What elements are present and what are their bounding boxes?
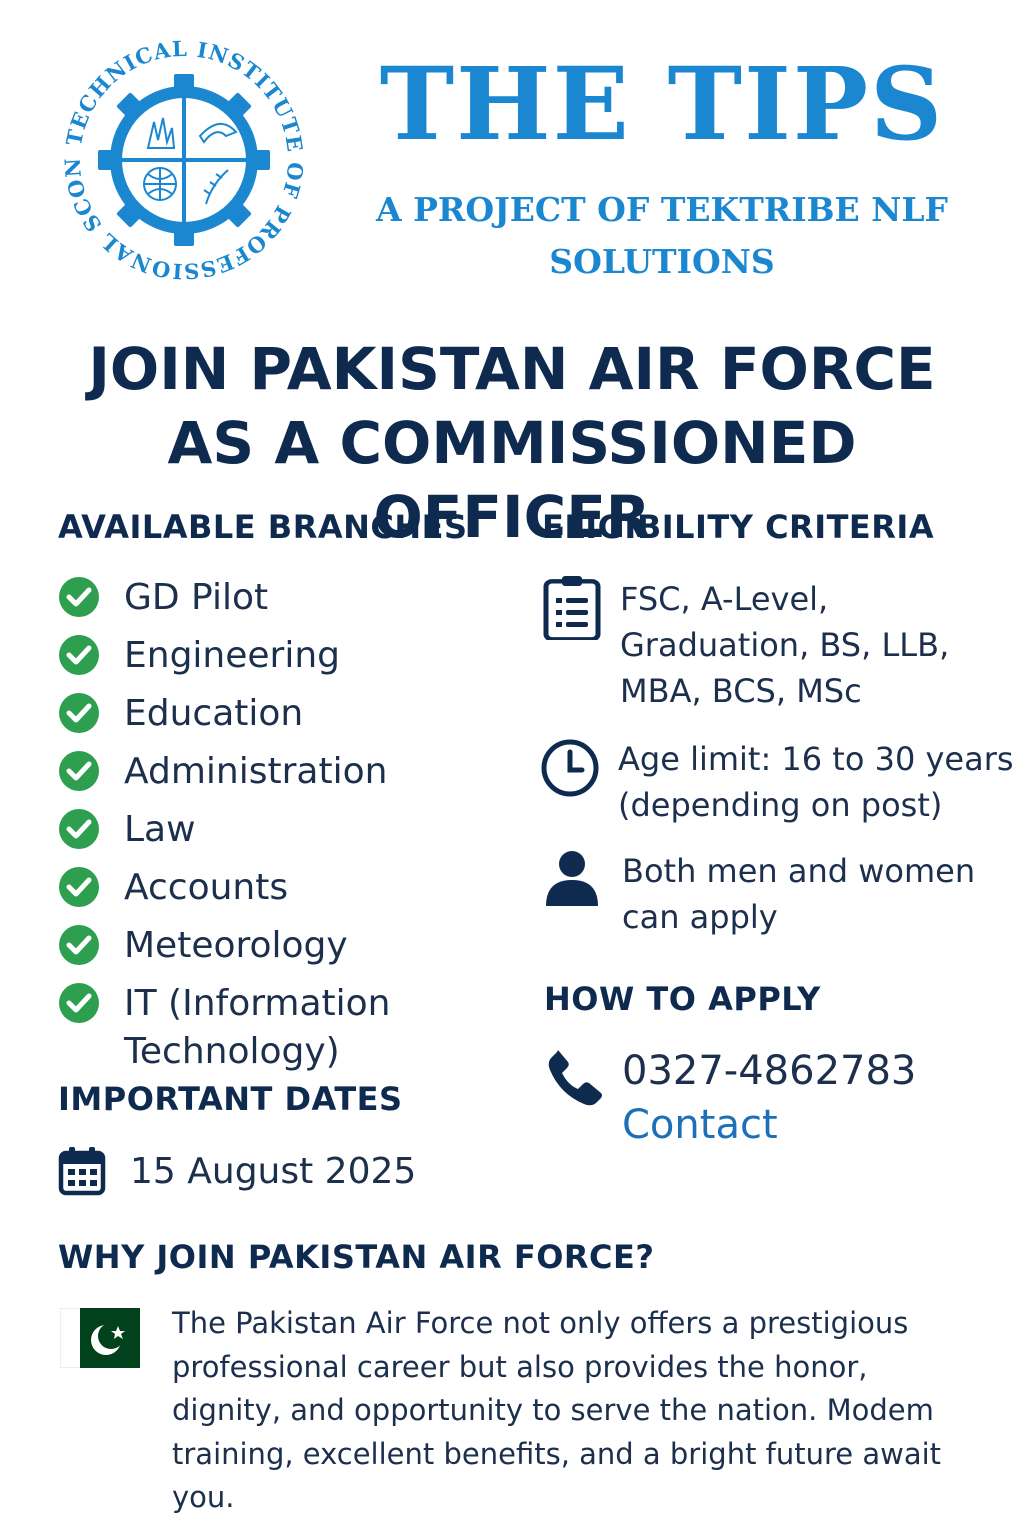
apply-heading: HOW TO APPLY (544, 980, 821, 1018)
branch-label: Meteorology (124, 925, 348, 966)
brand-subtitle-line1: A PROJECT OF TEKTRIBE NLF (376, 190, 948, 229)
page-title-line1: JOIN PAKISTAN AIR FORCE (88, 335, 936, 403)
institute-logo (60, 36, 308, 284)
brand-title: THE TIPS (379, 45, 945, 163)
contact-link[interactable]: Contact (622, 1102, 778, 1148)
check-circle-icon (58, 808, 100, 850)
brand-subtitle (352, 184, 972, 288)
criteria-gender (540, 848, 1002, 940)
branch-list (58, 574, 498, 1086)
branch-label: Administration (124, 751, 388, 792)
qualifications-text: FSC, A-Level, Graduation, BS, LLB, MBA, BCS, MSc (620, 580, 950, 710)
age-text: Age limit: 16 to 30 years (depending on post) (618, 740, 1014, 824)
branch-label: Education (124, 693, 304, 734)
check-circle-icon (58, 750, 100, 792)
dates-heading: IMPORTANT DATES (58, 1080, 403, 1118)
branch-label: Law (124, 809, 196, 850)
date-row (58, 1146, 416, 1196)
list-item (58, 922, 498, 970)
list-item (58, 748, 498, 796)
criteria-qualifications (540, 576, 970, 714)
list-item (58, 864, 498, 912)
branches-heading: AVAILABLE BRANCHES (58, 508, 468, 546)
deadline-date: 15 August 2025 (130, 1150, 417, 1192)
check-circle-icon (58, 692, 100, 734)
person-icon (540, 848, 604, 912)
check-circle-icon (58, 576, 100, 618)
why-body: The Pakistan Air Force not only offers a prestigious professional career but also provides the honor, dignity, and opportunity to serve the nation. Modem training, excellent benefits, and a bright future await you. (172, 1306, 942, 1514)
pakistan-flag-icon (60, 1308, 140, 1368)
phone-number[interactable]: 0327-4862783 (622, 1048, 917, 1094)
gender-text: Both men and women can apply (622, 852, 976, 936)
branch-label: GD Pilot (124, 577, 269, 618)
brand-subtitle-line2: SOLUTIONS (549, 242, 775, 281)
check-circle-icon (58, 866, 100, 908)
clock-icon (540, 736, 604, 800)
clipboard-icon (540, 576, 604, 640)
branch-label: Accounts (124, 867, 289, 908)
svg-text:TECHNICAL INSTITUTE OF PROFESS: TECHNICAL INSTITUTE OF PROFESSIONAL SCON (60, 36, 308, 284)
check-circle-icon (58, 924, 100, 966)
list-item (58, 980, 498, 1076)
phone-icon (544, 1046, 604, 1106)
branch-label: Engineering (124, 635, 340, 676)
list-item (58, 806, 498, 854)
why-heading: WHY JOIN PAKISTAN AIR FORCE? (58, 1238, 655, 1276)
branch-label: IT (Information Technology) (124, 983, 391, 1072)
page-title-line2: AS A COMMISSIONED OFFICER (167, 409, 857, 551)
list-item (58, 574, 498, 622)
list-item (58, 690, 498, 738)
list-item (58, 632, 498, 680)
check-circle-icon (58, 982, 100, 1024)
eligibility-heading: ELIGIBILITY CRITERIA (542, 508, 935, 546)
check-circle-icon (58, 634, 100, 676)
calendar-icon (58, 1146, 106, 1196)
criteria-age (540, 736, 1018, 828)
